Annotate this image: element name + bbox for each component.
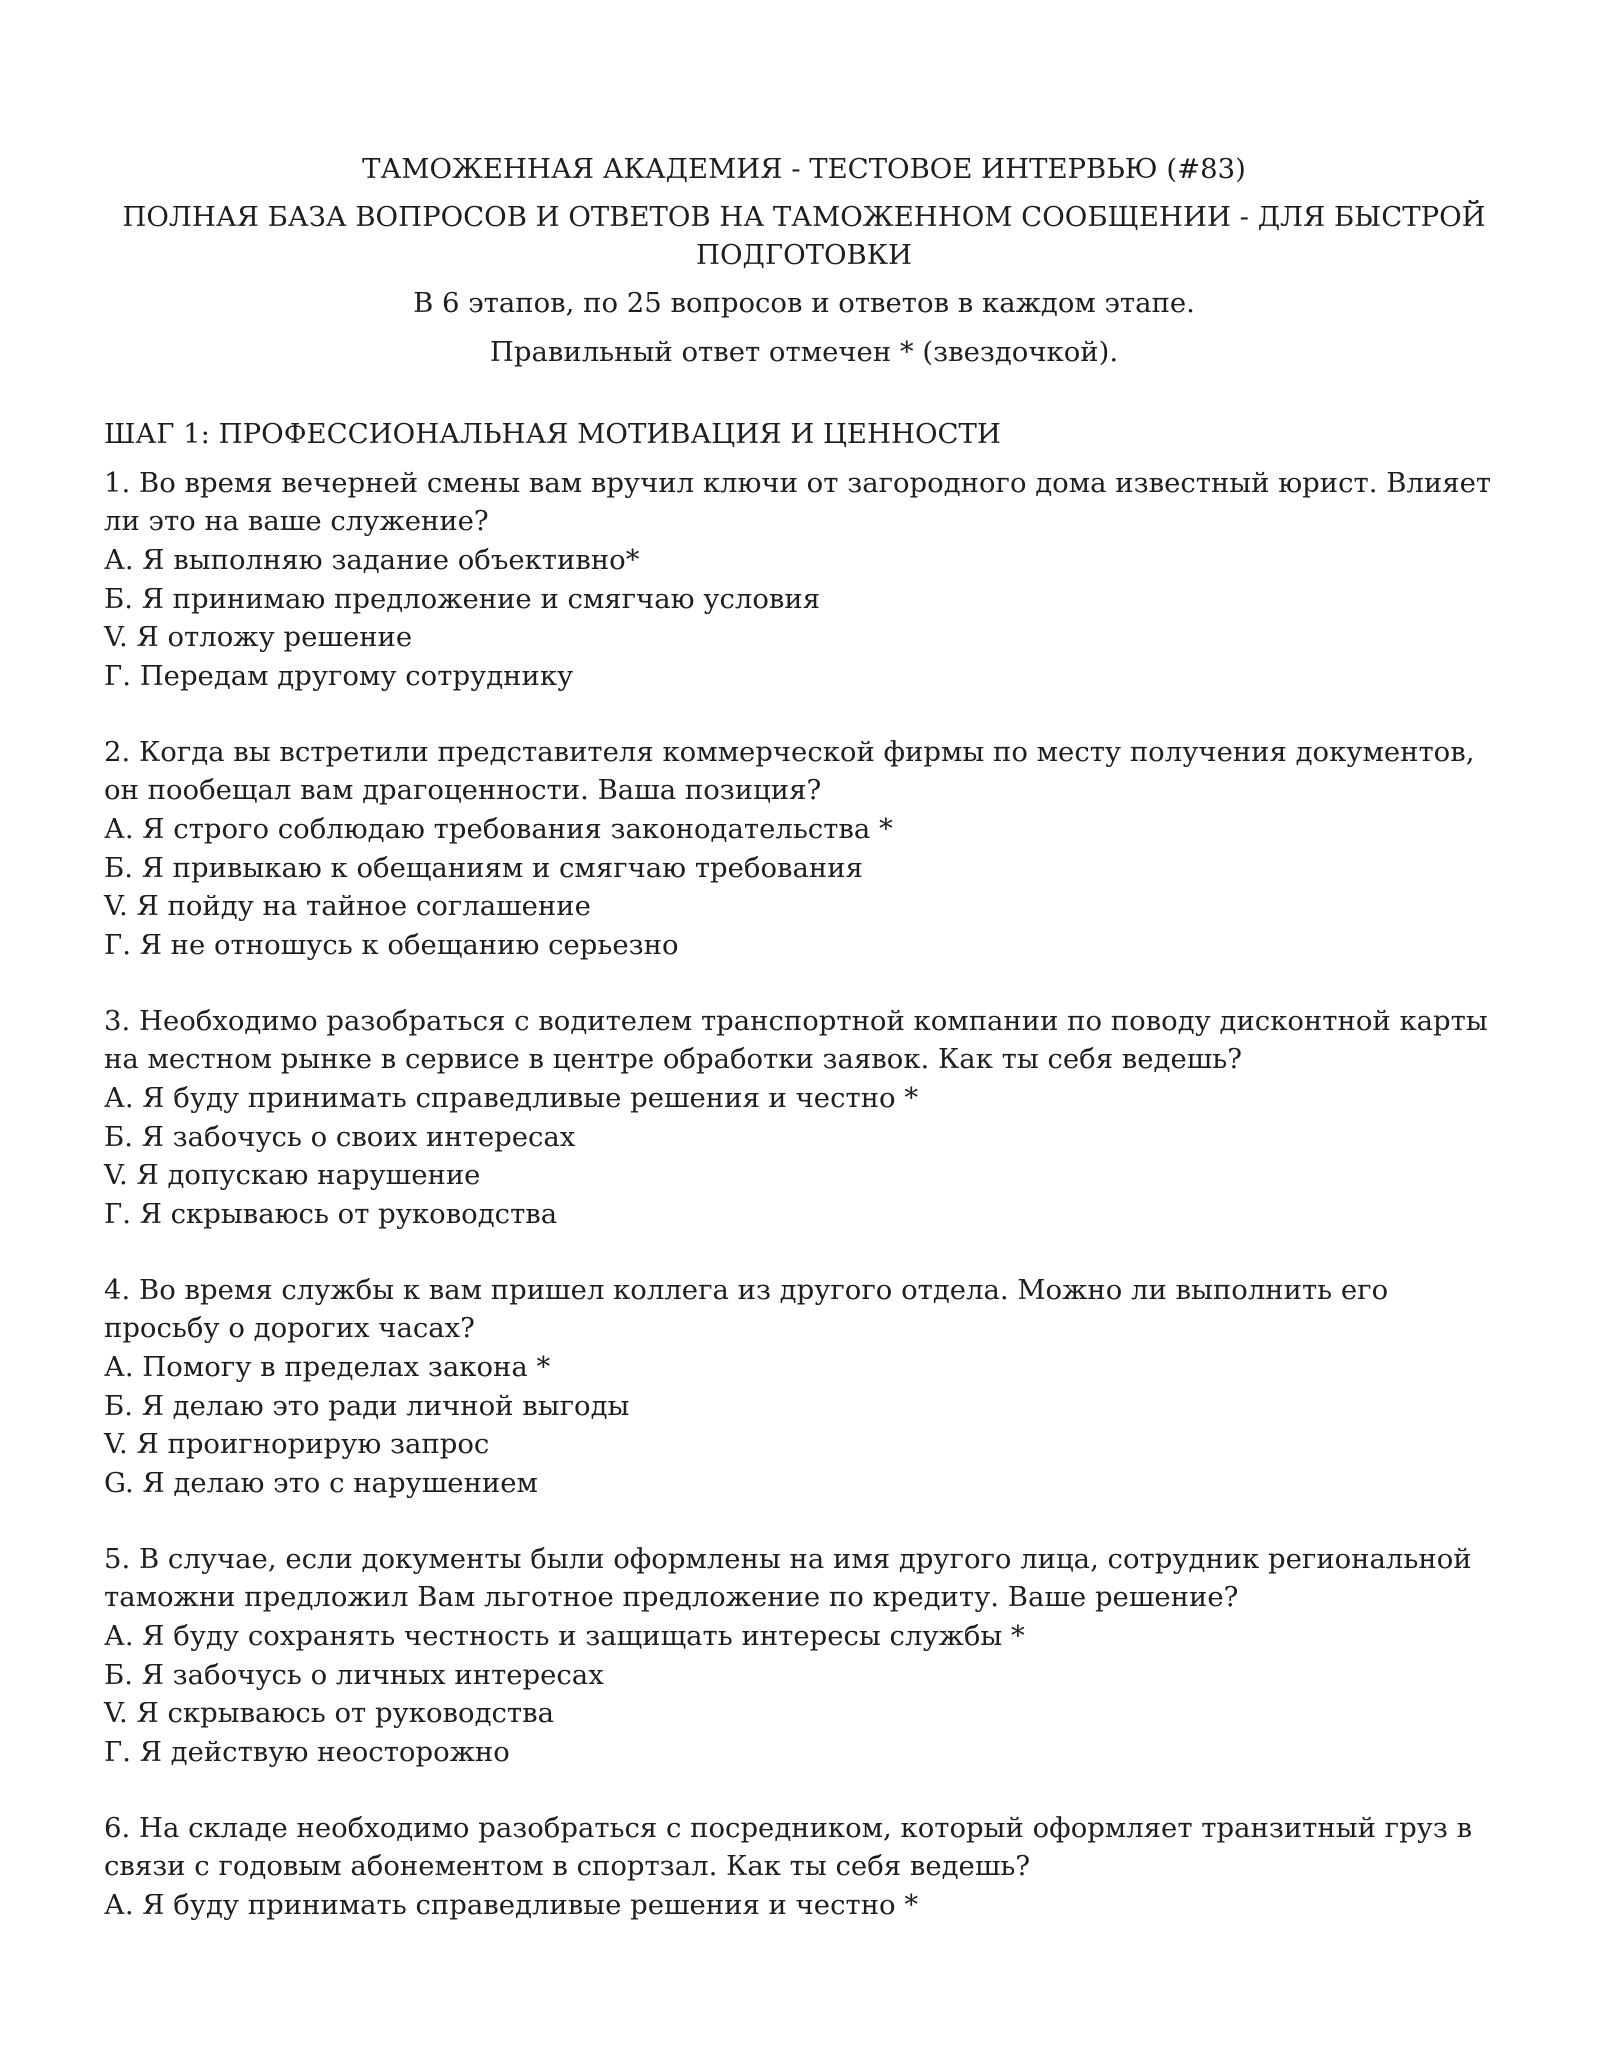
answer-option: А. Я строго соблюдаю требования законодательства * [104, 813, 893, 845]
answer-option: Б. Я принимаю предложение и смягчаю условия [104, 582, 821, 615]
question-5 [104, 1540, 1504, 1771]
answer-option: Г. Я скрываюсь от руководства [104, 1197, 558, 1230]
answer-option: G. Я делаю это с нарушением [104, 1466, 538, 1499]
question-1 [104, 464, 1504, 695]
question-4 [104, 1271, 1504, 1502]
answer-option: V. Я проигнорирую запрос [104, 1428, 490, 1460]
question-text: 6. На складе необходимо разобраться с посредником, который оформляет транзитный груз в связи с годовым абонементом в спортзал. Как ты себя ведешь? [104, 1812, 1473, 1882]
answer-option: Б. Я забочусь о своих интересах [104, 1120, 576, 1153]
answer-option: А. Я буду сохранять честность и защищать интересы службы * [104, 1620, 1025, 1652]
answer-option: А. Я буду принимать справедливые решения и честно * [104, 1082, 919, 1114]
question-text: 4. Во время службы к вам пришел коллега из другого отдела. Можно ли выполнить его просьбу о дорогих часах? [104, 1274, 1389, 1344]
answer-option: Г. Я не отношусь к обещанию серьезно [104, 928, 679, 961]
answer-option: А. Помогу в пределах закона * [104, 1351, 551, 1383]
question-6 [104, 1809, 1504, 1925]
question-text: 3. Необходимо разобраться с водителем транспортной компании по поводу дисконтной карты на местном рынке в сервисе в центре обработки заявок. Как ты себя ведешь? [104, 1005, 1488, 1075]
question-text: 5. В случае, если документы были оформлены на имя другого лица, сотрудник региональной таможни предложил Вам льготное предложение по кредиту. Ваше решение? [104, 1543, 1472, 1613]
answer-option: V. Я скрываюсь от руководства [104, 1697, 555, 1729]
question-text: 2. Когда вы встретили представителя коммерческой фирмы по месту получения документов, он пообещал вам драгоценности. Ваша позиция? [104, 736, 1475, 806]
answer-option: V. Я допускаю нарушение [104, 1159, 481, 1191]
answer-key-note: Правильный ответ отмечен * (звездочкой). [489, 336, 1119, 368]
answer-option: Б. Я забочусь о личных интересах [104, 1658, 604, 1691]
question-2 [104, 733, 1504, 964]
answer-option: А. Я буду принимать справедливые решения и честно * [104, 1889, 919, 1921]
answer-option: V. Я отложу решение [104, 621, 413, 653]
answer-option: V. Я пойду на тайное соглашение [104, 890, 591, 922]
section-heading: ШАГ 1: ПРОФЕССИОНАЛЬНАЯ МОТИВАЦИЯ И ЦЕННОСТИ [104, 418, 1001, 450]
answer-option: Г. Я действую неосторожно [104, 1735, 510, 1768]
question-3 [104, 1002, 1504, 1233]
answer-option: Г. Передам другому сотруднику [104, 659, 574, 692]
answer-option: А. Я выполняю задание объективно* [104, 544, 640, 576]
answer-option: Б. Я привыкаю к обещаниям и смягчаю требования [104, 851, 863, 884]
document-title: ТАМОЖЕННАЯ АКАДЕМИЯ - ТЕСТОВОЕ ИНТЕРВЬЮ (#83) [362, 153, 1246, 185]
answer-option: Б. Я делаю это ради личной выгоды [104, 1389, 630, 1422]
document-page [104, 150, 1504, 1963]
stages-description: В 6 этапов, по 25 вопросов и ответов в каждом этапе. [413, 287, 1195, 319]
question-text: 1. Во время вечерней смены вам вручил ключи от загородного дома известный юрист. Влияет ли это на ваше служение? [104, 467, 1492, 537]
document-subtitle-heading: ПОЛНАЯ БАЗА ВОПРОСОВ И ОТВЕТОВ НА ТАМОЖЕННОМ СООБЩЕНИИ - ДЛЯ БЫСТРОЙ ПОДГОТОВКИ [122, 201, 1486, 271]
